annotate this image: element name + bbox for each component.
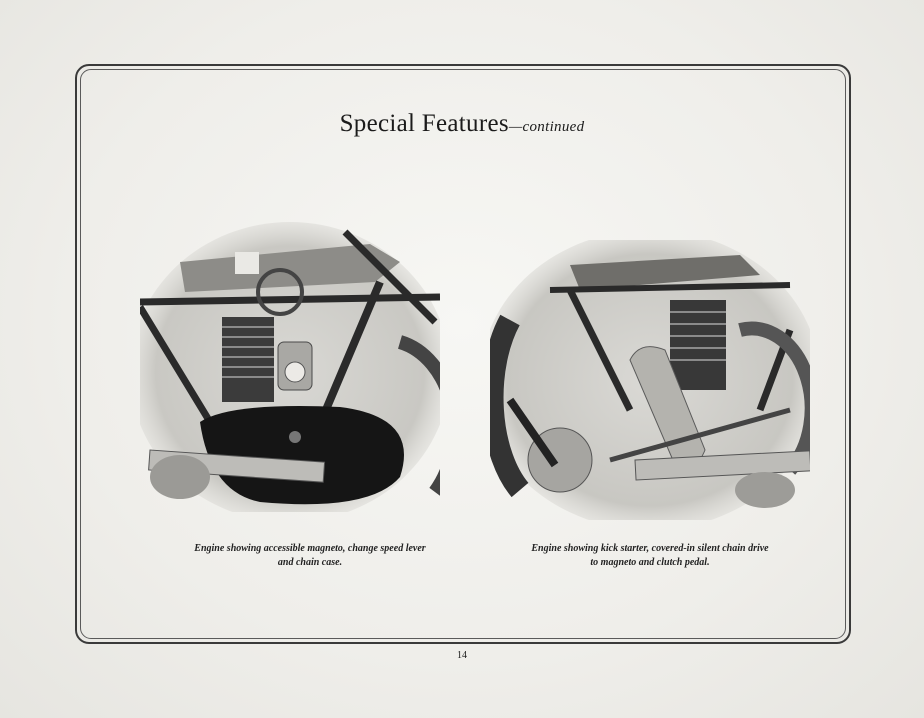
engine-photo-right — [490, 240, 810, 520]
page-title — [0, 110, 924, 138]
caption-left-line-1: Engine showing accessible magneto, change speed lever — [194, 543, 426, 554]
title-main: Special Features — [339, 110, 509, 137]
caption-right-line-1: Engine showing kick starter, covered-in silent chain drive — [531, 543, 769, 554]
engine-photo-left — [140, 222, 440, 512]
figure-caption-right — [500, 542, 800, 570]
figure-caption-left — [160, 542, 460, 570]
page-number: 14 — [457, 650, 467, 661]
caption-right-line-2: to magneto and clutch pedal. — [590, 557, 710, 568]
caption-left-line-2: and chain case. — [277, 557, 343, 568]
title-dash: — — [508, 119, 523, 135]
title-subtitle: continued — [522, 119, 585, 135]
